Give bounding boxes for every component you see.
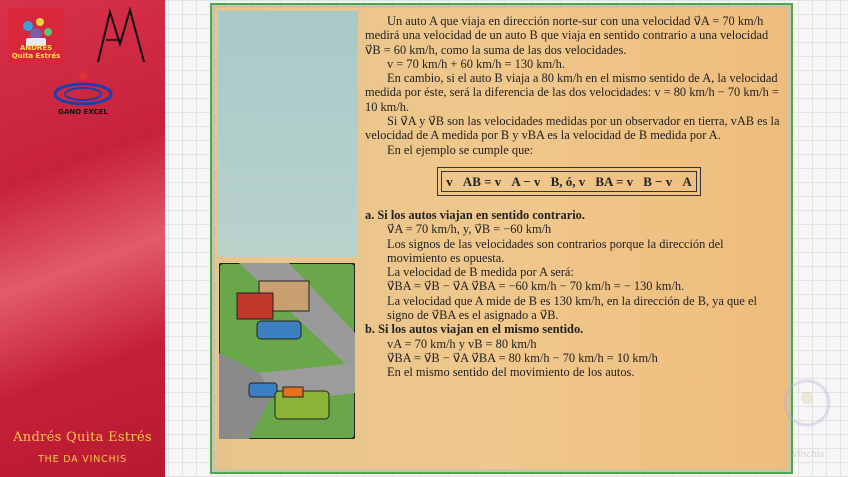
ganoexcel-logo <box>50 70 116 122</box>
section-a-title: a. Si los autos viajan en sentido contrario. <box>365 207 585 222</box>
equation-box <box>437 167 701 196</box>
book-page <box>215 8 788 469</box>
logo-brand-line2: Quita Estrés <box>11 52 61 60</box>
ganoexcel-text: GANO EXCEL <box>58 108 108 116</box>
section-b-title: b. Si los autos viajan en el mismo sentido. <box>365 322 584 337</box>
paragraph-4: Si v⃗A y v⃗B son las velocidades medidas por un observador en tierra, vAB es la velocidad de A medida por B y vBA es la velocidad de B medida por A. <box>365 114 780 143</box>
andres-logo <box>8 8 64 64</box>
paragraph-5: En el ejemplo se cumple que: <box>387 142 534 157</box>
book-text <box>365 14 785 380</box>
section-b-line2: v⃗BA = v⃗B − v⃗A v⃗BA = 80 km/h − 70 km/h = 10 km/h <box>387 350 658 365</box>
section-a-line4: v⃗BA = v⃗B − v⃗A v⃗BA = −60 km/h − 70 km/h = − 130 km/h. <box>387 279 685 294</box>
am-monogram-logo <box>92 4 152 68</box>
paragraph-3: En cambio, si el auto B viaja a 80 km/h en el mismo sentido de A, la velocidad medida por éste, será la diferencia de las dos velocidades: v = 80 km/h − 70 km/h = 10 km/h. <box>365 71 779 114</box>
paragraph-2: v = 70 km/h + 60 km/h = 130 km/h. <box>387 56 565 71</box>
paragraph-1: Un auto A que viaja en dirección norte-sur con una velocidad v⃗A = 70 km/h medirá una velocidad de un auto B que viaja en sentido contrario a una velocidad v⃗B = 60 km/h, como la suma de las dos velocidades. <box>365 14 769 57</box>
watermark-logo <box>772 368 842 468</box>
blue-margin-panel <box>218 11 358 257</box>
logo-brand-line1: ANDRÉS <box>19 44 53 52</box>
channel-subtitle: THE DA VINCHIS <box>38 454 127 465</box>
section-a-line2: Los signos de las velocidades son contrarios porque la dirección del movimiento es opuesta. <box>387 236 724 265</box>
ganoexcel-emblem-icon <box>50 70 116 110</box>
sidebar <box>0 0 165 477</box>
section-a-line5: La velocidad que A mide de B es 130 km/h, en la dirección de B, ya que el signo de v⃗BA es el asignado a v⃗B. <box>387 293 757 323</box>
watermark-text: Vinchis <box>792 450 825 460</box>
section-b-line3: En el mismo sentido del movimiento de los autos. <box>387 365 635 380</box>
section-a-line3: La velocidad de B medida por A será: <box>387 265 574 280</box>
channel-name: Andrés Quita Estrés <box>13 430 152 445</box>
book-page-frame <box>210 3 793 474</box>
watermark-icon <box>772 368 842 448</box>
cars-illustration <box>219 263 355 439</box>
section-b-line1: vA = 70 km/h y vB = 80 km/h <box>387 336 537 351</box>
equation-text: v⃗AB = v⃗A − v⃗B, ó, v⃗BA = v⃗B − v⃗A <box>441 171 697 192</box>
section-a-line1: v⃗A = 70 km/h, y, v⃗B = −60 km/h <box>387 222 552 237</box>
monogram-icon <box>92 4 152 68</box>
